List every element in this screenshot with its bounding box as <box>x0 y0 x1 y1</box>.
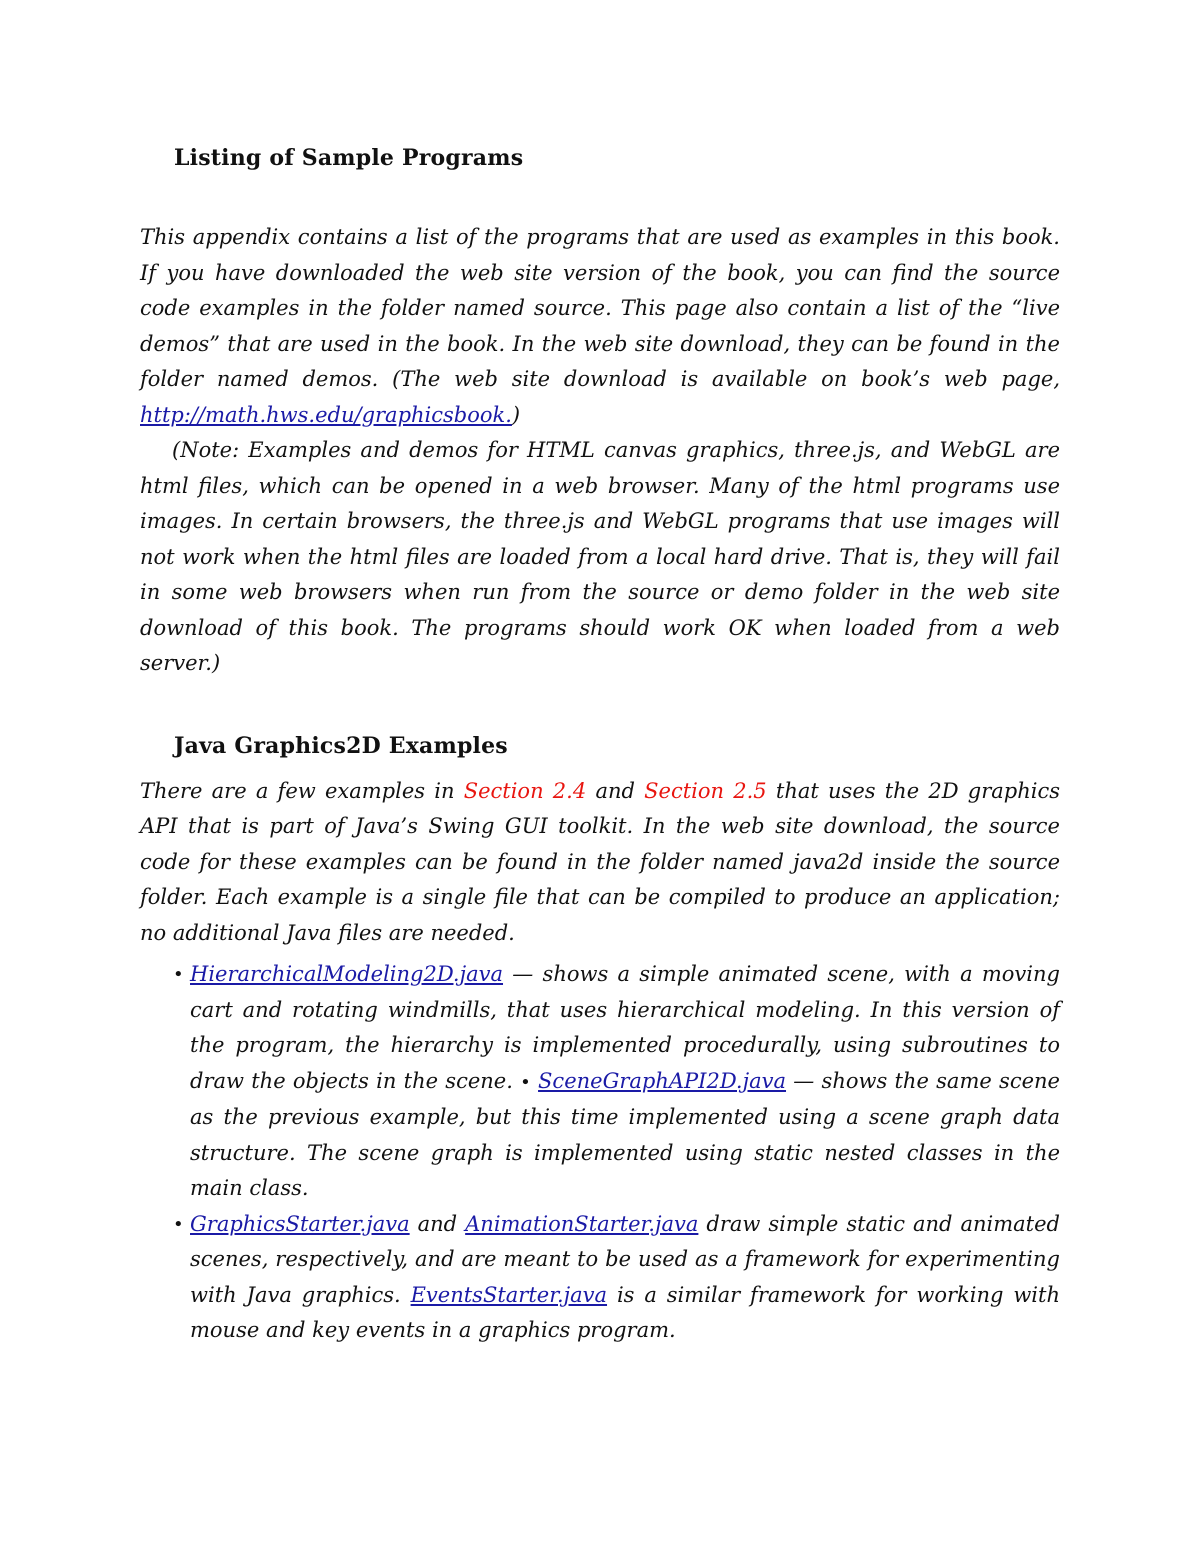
scenegraphapi2d-link[interactable]: SceneGraphAPI2D.java <box>538 1068 787 1093</box>
graphicsstarter-link[interactable]: GraphicsStarter.java <box>190 1211 410 1236</box>
page-title: Listing of Sample Programs <box>174 145 524 171</box>
graphicsbook-link[interactable]: http://math.hws.edu/graphicsbook. <box>140 402 512 427</box>
document-page <box>140 138 1060 1349</box>
list-item-text: — shows the same scene as the previous example, but this time implemented using a scene graph data structure. The scene graph is implemented using static nested classes in the main class. <box>190 1068 1060 1200</box>
list-item-text: and <box>417 1211 458 1236</box>
eventsstarter-link[interactable]: EventsStarter.java <box>410 1282 608 1307</box>
example-list <box>140 957 1060 1349</box>
bullet-icon: • <box>173 1213 184 1235</box>
section-2-5-ref[interactable]: Section 2.5 <box>644 778 767 803</box>
intro-closing-paren: ) <box>511 402 521 427</box>
intro-text: This appendix contains a list of the programs that are used as examples in this book. If you have downloaded the web site version of the book, you can find the source code examples in the folder named source. This page also contain a list of the “live demos” that are used in the book. In the web site download, they can be found in the folder named demos. (The web site download is available on book’s web page, <box>140 225 1060 391</box>
note-paragraph: (Note: Examples and demos for HTML canvas graphics, three.js, and WebGL are html files, which can be opened in a web browser. Many of the html programs use images. In certain browsers, the three.js and WebGL programs that use images will not work when the html files are loaded from a local hard drive. That is, they will fail in some web browsers when run from the source or demo folder in the web site download of this book. The programs should work OK when loaded from a web server.) <box>140 438 1060 675</box>
animationstarter-link[interactable]: AnimationStarter.java <box>465 1211 699 1236</box>
java2d-text-2: and <box>595 778 635 803</box>
list-item-text: draw simple static and animated scenes, respectively, and are meant to be used as a framework for experimenting with Java graphics. <box>190 1211 1060 1307</box>
intro-paragraph <box>140 220 1060 433</box>
list-item <box>140 1207 1060 1349</box>
bullet-icon: • <box>173 964 184 985</box>
section-heading-java2d: Java Graphics2D Examples <box>174 732 508 759</box>
list-item <box>140 957 1060 1207</box>
bullet-icon: • <box>520 1071 531 1093</box>
java2d-text-3: that uses the 2D graphics API that is part of Java’s Swing GUI toolkit. In the web site download, the source code for these examples can be found in the folder named java2d inside the source folder. Each example is a single file that can be compiled to produce an application; no additional Java files are needed. <box>140 778 1060 945</box>
list-item-text: is a similar framework for working with mouse and key events in a graphics program. <box>190 1282 1060 1342</box>
list-item-text: — shows a simple animated scene, with a moving cart and rotating windmills, that uses hierarchical modeling. In this version of the program, the hierarchy is implemented procedurally, using subroutines to draw the objects in the scene. <box>190 962 1060 1093</box>
section-2-4-ref[interactable]: Section 2.4 <box>463 778 587 803</box>
java2d-text-1: There are a few examples in <box>140 778 455 803</box>
hierarchicalmodeling2d-link[interactable]: HierarchicalModeling2D.java <box>190 962 504 986</box>
java2d-paragraph <box>140 774 1060 952</box>
